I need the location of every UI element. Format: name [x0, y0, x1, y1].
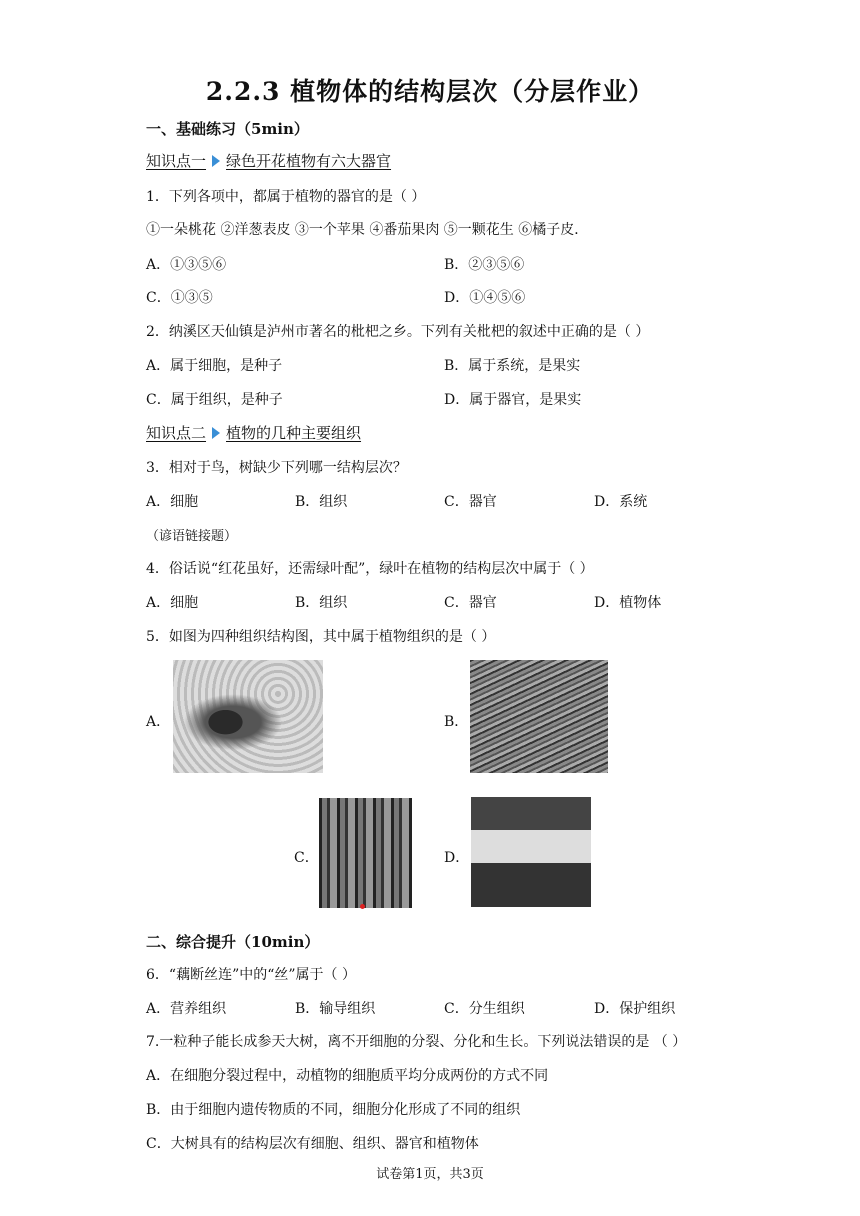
question-7-option-c: C．大树具有的结构层次有细胞、组织、器官和植物体	[146, 1136, 479, 1152]
conducting-tissue-image	[319, 798, 412, 908]
knowledge-point-2	[146, 422, 361, 443]
question-7-stem: 7.一粒种子能长成参天大树，离不开细胞的分裂、分化和生长。下列说法错误的是 （ ）	[146, 1034, 687, 1050]
knowledge-point-label: 知识点一	[146, 152, 207, 170]
question-7-option-b: B．由于细胞内遗传物质的不同，细胞分化形成了不同的组织	[146, 1102, 521, 1118]
question-6-option-b: B．输导组织	[295, 1001, 376, 1017]
section-heading-basic: 一、基础练习（5min）	[146, 120, 309, 138]
question-5-stem: 5．如图为四种组织结构图，其中属于植物组织的是（ ）	[146, 629, 496, 645]
question-2-option-d: D．属于器官，是果实	[444, 392, 582, 408]
question-2-option-c: C．属于组织，是种子	[146, 392, 283, 408]
question-4-option-b: B．组织	[295, 595, 348, 611]
neuron-tissue-image	[173, 660, 323, 773]
red-dot-mark	[360, 904, 365, 909]
question-7-option-a: A．在细胞分裂过程中，动植物的细胞质平均分成两份的方式不同	[146, 1068, 549, 1084]
question-4-option-d: D．植物体	[594, 595, 662, 611]
question-1-items: ①一朵桃花 ②洋葱表皮 ③一个苹果 ④番茄果肉 ⑤一颗花生 ⑥橘子皮．	[146, 222, 589, 238]
question-4-option-c: C．器官	[444, 595, 497, 611]
question-6-stem: 6．“藕断丝连”中的“丝”属于（ ）	[146, 967, 356, 983]
question-5-option-b: B．	[444, 714, 469, 730]
knowledge-point-topic: 植物的几种主要组织	[226, 424, 362, 442]
triangle-right-icon	[212, 427, 220, 439]
question-4-stem: 4．俗话说“红花虽好，还需绿叶配”，绿叶在植物的结构层次中属于（ ）	[146, 561, 594, 577]
page-footer: 试卷第1页，共3页	[376, 1167, 484, 1182]
question-1-option-a: A．①③⑤⑥	[146, 257, 227, 273]
knowledge-point-1	[146, 150, 391, 171]
question-2-stem: 2．纳溪区天仙镇是泸州市著名的枇杷之乡。下列有关枇杷的叙述中正确的是（ ）	[146, 324, 650, 340]
question-1-option-b: B．②③⑤⑥	[444, 257, 525, 273]
question-5-option-c: C．	[294, 850, 319, 866]
epithelial-tissue-image	[471, 797, 591, 907]
question-6-option-c: C．分生组织	[444, 1001, 525, 1017]
question-2-option-b: B．属于系统，是果实	[444, 358, 581, 374]
question-3-option-a: A．细胞	[146, 494, 199, 510]
triangle-right-icon	[212, 155, 220, 167]
question-1-stem: 1．下列各项中，都属于植物的器官的是（ ）	[146, 189, 426, 205]
question-6-option-a: A．营养组织	[146, 1001, 227, 1017]
question-4-option-a: A．细胞	[146, 595, 199, 611]
question-1-option-d: D．①④⑤⑥	[444, 290, 526, 306]
question-3-stem: 3．相对于鸟，树缺少下列哪一结构层次？	[146, 460, 407, 476]
page-title: 2.2.3 植物体的结构层次（分层作业）	[205, 77, 655, 106]
question-3-option-d: D．系统	[594, 494, 648, 510]
muscle-tissue-image	[470, 660, 608, 773]
question-3-option-c: C．器官	[444, 494, 497, 510]
question-2-option-a: A．属于细胞，是种子	[146, 358, 283, 374]
section-heading-advanced: 二、综合提升（10min）	[146, 933, 320, 951]
knowledge-point-topic: 绿色开花植物有六大器官	[226, 152, 392, 170]
question-6-option-d: D．保护组织	[594, 1001, 676, 1017]
question-1-option-c: C．①③⑤	[146, 290, 213, 306]
question-5-option-a: A．	[146, 714, 171, 730]
question-5-option-d: D．	[444, 850, 470, 866]
knowledge-point-label: 知识点二	[146, 424, 207, 442]
question-3-option-b: B．组织	[295, 494, 348, 510]
proverb-note: （谚语链接题）	[146, 529, 238, 544]
